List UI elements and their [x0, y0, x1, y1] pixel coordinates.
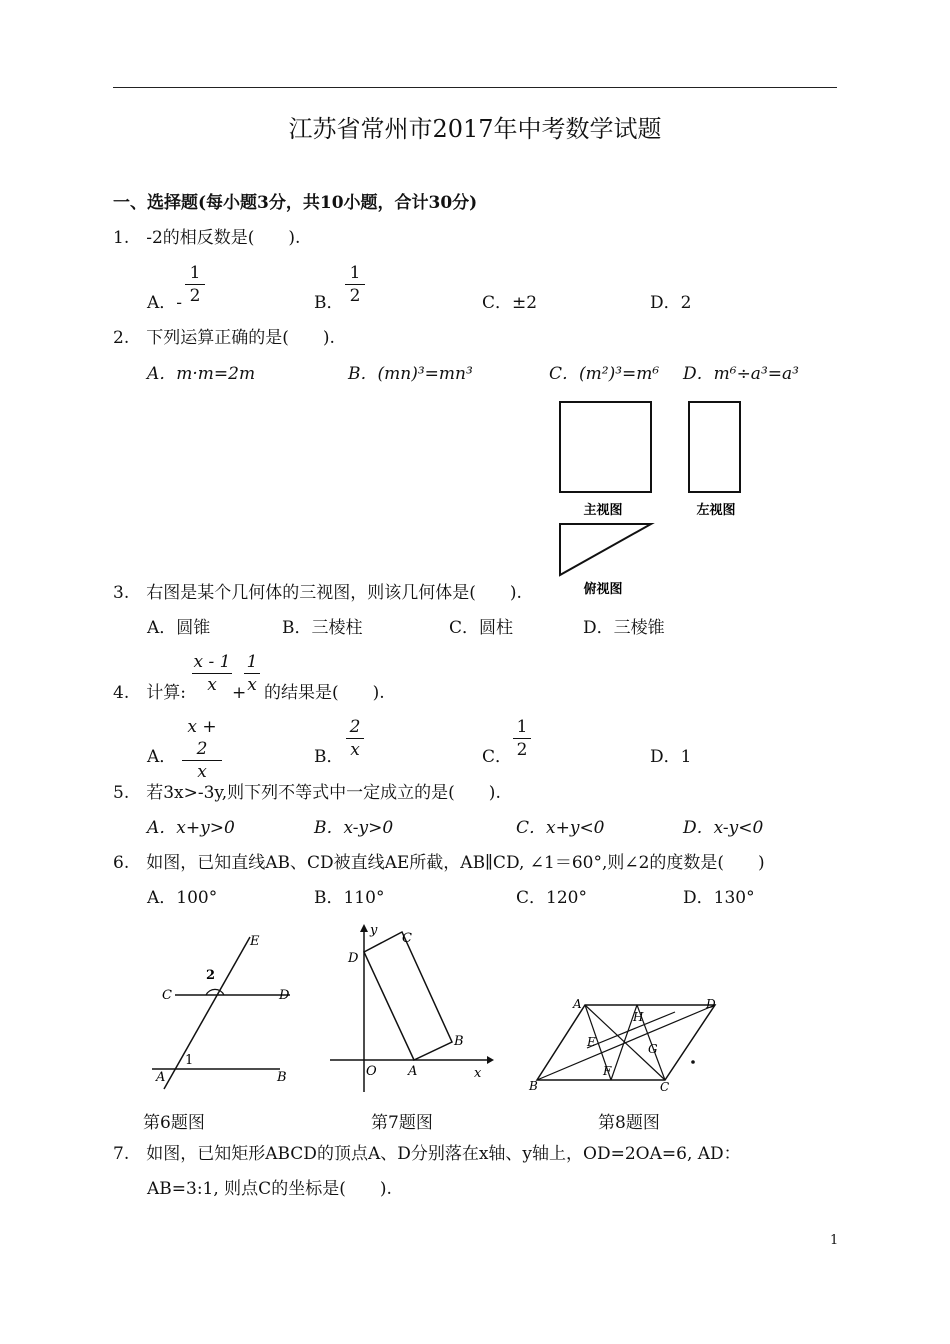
fraction-numerator: 1 — [189, 263, 201, 283]
origin-label: O — [366, 1064, 377, 1079]
top-view-label: 俯视图 — [583, 582, 623, 597]
q3-option-b: B．三棱柱 — [282, 618, 363, 638]
figure-6-caption: 第6题图 — [143, 1113, 205, 1133]
figure-6 — [140, 925, 300, 1095]
q7-stem-line-2: AB=3:1, 则点C的坐标是( ). — [147, 1179, 392, 1199]
q4-option-b-fraction — [346, 716, 364, 761]
q5-option-b: B．x-y>0 — [314, 818, 394, 838]
q6-option-a: A．100° — [147, 888, 218, 908]
q1-option-d: D．2 — [650, 293, 692, 313]
fraction-numerator: 1 — [349, 263, 361, 283]
q1-option-b: B． — [314, 293, 344, 313]
point-c-label: C — [162, 988, 172, 1003]
q2-stem: 2. 下列运算正确的是( ). — [113, 328, 335, 348]
point-a-label: A — [408, 1064, 418, 1079]
point-f-label: F — [603, 1064, 612, 1078]
figure-7 — [322, 920, 497, 1095]
point-e-label: E — [587, 1035, 596, 1049]
point-h-label: H — [633, 1010, 644, 1024]
fraction-numerator: 1 — [246, 652, 258, 672]
point-a-label: A — [156, 1070, 166, 1085]
q2-option-a: A．m·m=2m — [147, 364, 256, 384]
q6-option-c: C．120° — [516, 888, 587, 908]
q4-fraction-2 — [244, 651, 260, 696]
angle-1-label: 1 — [185, 1053, 194, 1068]
diagonal-bd — [537, 1005, 715, 1080]
x-axis-arrow — [487, 1056, 494, 1064]
point-d-label: D — [706, 997, 716, 1011]
y-axis-label: y — [370, 923, 378, 938]
q4-plus-sign: + — [232, 683, 247, 703]
q5-option-c: C．x+y<0 — [516, 818, 605, 838]
q2-option-c: C．(m²)³=m⁶ — [549, 364, 660, 384]
q6-stem: 6. 如图，已知直线AB、CD被直线AE所截，AB∥CD, ∠1＝60°,则∠2的度数是( ) — [113, 853, 765, 873]
page-title: 江苏省常州市2017年中考数学试题 — [288, 115, 662, 143]
q6-option-d: D．130° — [683, 888, 755, 908]
page-number: 1 — [830, 1233, 839, 1248]
point-c-label: C — [660, 1080, 670, 1094]
figure-8-caption: 第8题图 — [598, 1113, 660, 1133]
q3-option-c: C．圆柱 — [449, 618, 514, 638]
fraction-denominator: x — [247, 675, 257, 695]
point-b-label: B — [454, 1034, 464, 1049]
q4-suffix: 的结果是( ). — [264, 683, 385, 703]
three-views-figure — [550, 395, 780, 600]
fraction-numerator: x + 2 — [187, 717, 217, 759]
fraction-numerator: 1 — [516, 717, 528, 737]
fraction-denominator: x — [197, 762, 207, 782]
figure-7-caption: 第7题图 — [371, 1113, 433, 1133]
point-d-label: D — [279, 988, 290, 1003]
left-view-rectangle — [689, 402, 740, 492]
x-axis-label: x — [474, 1066, 482, 1081]
line-ae — [164, 937, 250, 1089]
rectangle-abcd — [364, 932, 452, 1060]
q4-option-c: C． — [482, 747, 513, 767]
q1-stem: 1. -2的相反数是( ). — [113, 228, 301, 248]
fraction-numerator: 2 — [349, 717, 361, 737]
left-view-label: 左视图 — [696, 503, 736, 518]
front-view-label: 主视图 — [583, 503, 623, 518]
point-b-label: B — [529, 1079, 538, 1093]
fraction-denominator: 2 — [516, 740, 528, 760]
figure-8 — [525, 990, 730, 1098]
q4-option-c-fraction — [513, 716, 531, 761]
q4-option-d: D．1 — [650, 747, 692, 767]
fraction-denominator: x — [207, 675, 217, 695]
segment-eg — [587, 1012, 675, 1048]
q3-option-a: A．圆锥 — [147, 618, 211, 638]
q5-option-d: D．x-y<0 — [683, 818, 764, 838]
point-d-label: D — [348, 951, 359, 966]
fraction-denominator: x — [350, 740, 360, 760]
header-rule — [113, 87, 837, 88]
q7-stem-line-1: 7. 如图，已知矩形ABCD的顶点A、D分别落在x轴、y轴上，OD=2OA=6, AD： — [113, 1144, 741, 1164]
q2-option-d: D．m⁶÷a³=a³ — [683, 364, 799, 384]
q1-option-a: A．- — [147, 293, 183, 313]
q5-stem: 5. 若3x>-3y,则下列不等式中一定成立的是( ). — [113, 783, 501, 803]
q3-option-d: D．三棱锥 — [583, 618, 665, 638]
q4-option-a-fraction — [182, 716, 222, 783]
fraction-numerator: x - 1 — [193, 652, 231, 672]
point-a-label: A — [573, 997, 582, 1011]
fraction-denominator: 2 — [349, 286, 361, 306]
q1-option-a-fraction — [185, 262, 205, 307]
q5-option-a: A．x+y>0 — [147, 818, 235, 838]
angle-2-arc — [206, 989, 224, 995]
q3-stem: 3. 右图是某个几何体的三视图，则该几何体是( ). — [113, 583, 522, 603]
section-heading: 一、选择题(每小题3分，共10小题，合计30分) — [113, 193, 478, 213]
point-c-label: C — [402, 931, 412, 946]
q2-option-b: B．(mn)³=mn³ — [348, 364, 473, 384]
q1-option-c: C．±2 — [482, 293, 538, 313]
point-e-label: E — [250, 934, 260, 949]
q4-option-a: A． — [147, 747, 177, 767]
point-b-label: B — [277, 1070, 287, 1085]
fraction-denominator: 2 — [189, 286, 201, 306]
q4-prefix: 4. 计算: — [113, 683, 186, 703]
q4-option-b: B． — [314, 747, 344, 767]
top-view-triangle — [560, 524, 651, 575]
y-axis-arrow — [360, 924, 368, 932]
point-g-label: G — [648, 1042, 658, 1056]
stray-dot — [691, 1060, 695, 1064]
front-view-square — [560, 402, 651, 492]
q4-fraction-1 — [192, 651, 232, 696]
q6-option-b: B．110° — [314, 888, 385, 908]
q1-option-b-fraction — [345, 262, 365, 307]
angle-2-label: 2 — [206, 968, 216, 983]
